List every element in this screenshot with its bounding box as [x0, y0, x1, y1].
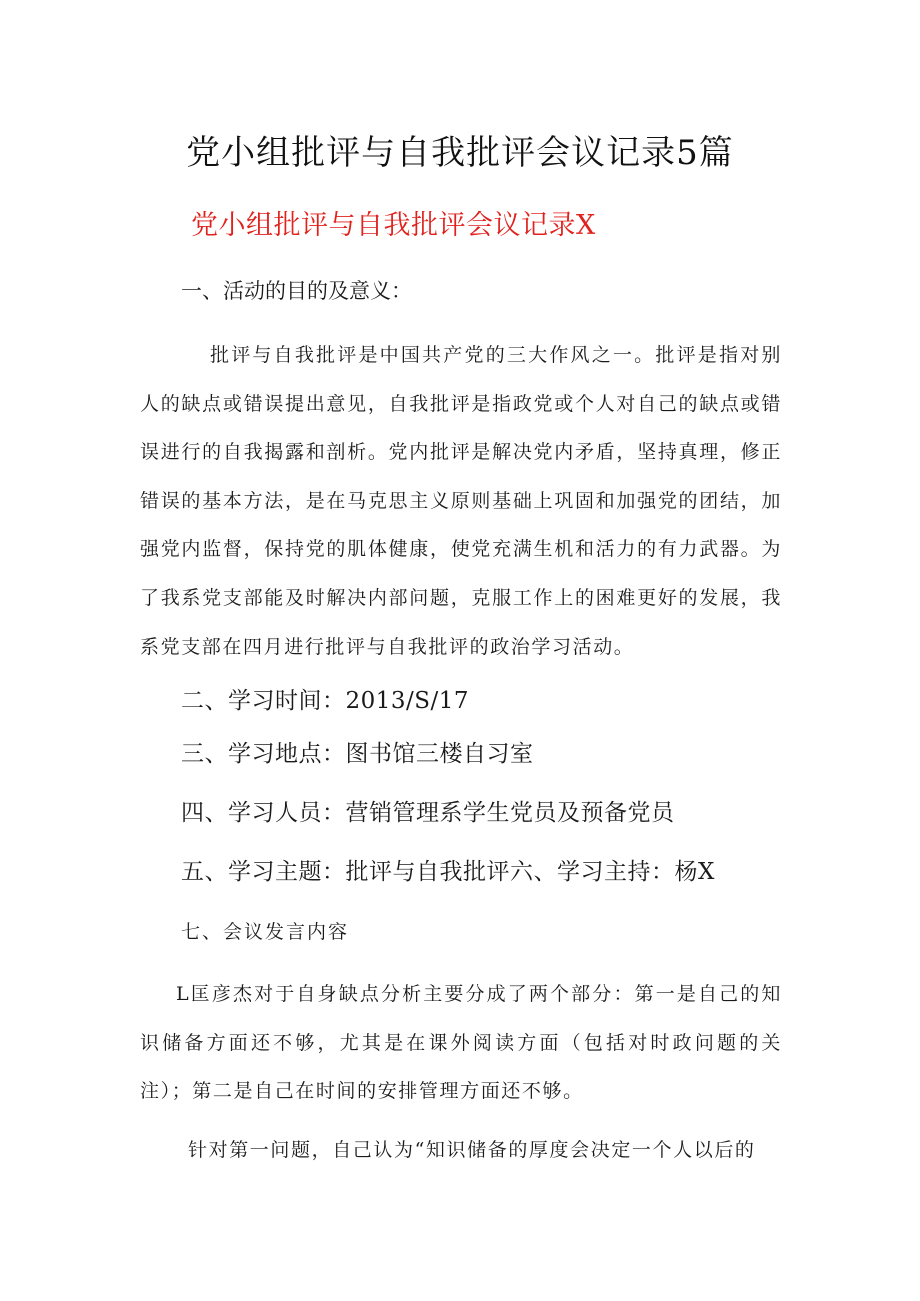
- study-people-line: 四、学习人员：营销管理系学生党员及预备党员: [181, 800, 675, 826]
- study-topic-line: 五、学习主题：批评与自我批评六、学习主持：杨X: [181, 859, 715, 885]
- speech-paragraph-1: L匡彦杰对于自身缺点分析主要分成了两个部分：第一是自己的知识储备方面还不够，尤其是在课外阅读方面（包括对时政问题的关注）；第二是自己在时间的安排管理方面还不够。: [140, 983, 782, 1103]
- section-heading-speeches: 七、会议发言内容: [181, 921, 350, 943]
- document-subtitle: 党小组批评与自我批评会议记录X: [191, 210, 596, 241]
- section-heading-purpose: 一、活动的目的及意义：: [181, 279, 412, 303]
- speech-paragraph-2: 针对第一问题，自己认为“知识储备的厚度会决定一个人以后的: [188, 1139, 756, 1161]
- purpose-paragraph: 批评与自我批评是中国共产党的三大作风之一。批评是指对别人的缺点或错误提出意见，自我批评是指政党或个人对自己的缺点或错误进行的自我揭露和剖析。党内批评是解决党内矛盾，坚持真理，修正错误的基本方法，是在马克思主义原则基础上巩固和加强党的团结，加强党内监督，保持党的肌体健康，使党充满生机和活力的有力武器。为了我系党支部能及时解决内部问题，克服工作上的困难更好的发展，我系党支部在四月进行批评与自我批评的政治学习活动。: [140, 344, 782, 658]
- document-title: 党小组批评与自我批评会议记录5篇: [186, 133, 734, 173]
- study-time-line: 二、学习时间：2013/S/17: [181, 688, 470, 714]
- study-place-line: 三、学习地点：图书馆三楼自习室: [181, 741, 534, 767]
